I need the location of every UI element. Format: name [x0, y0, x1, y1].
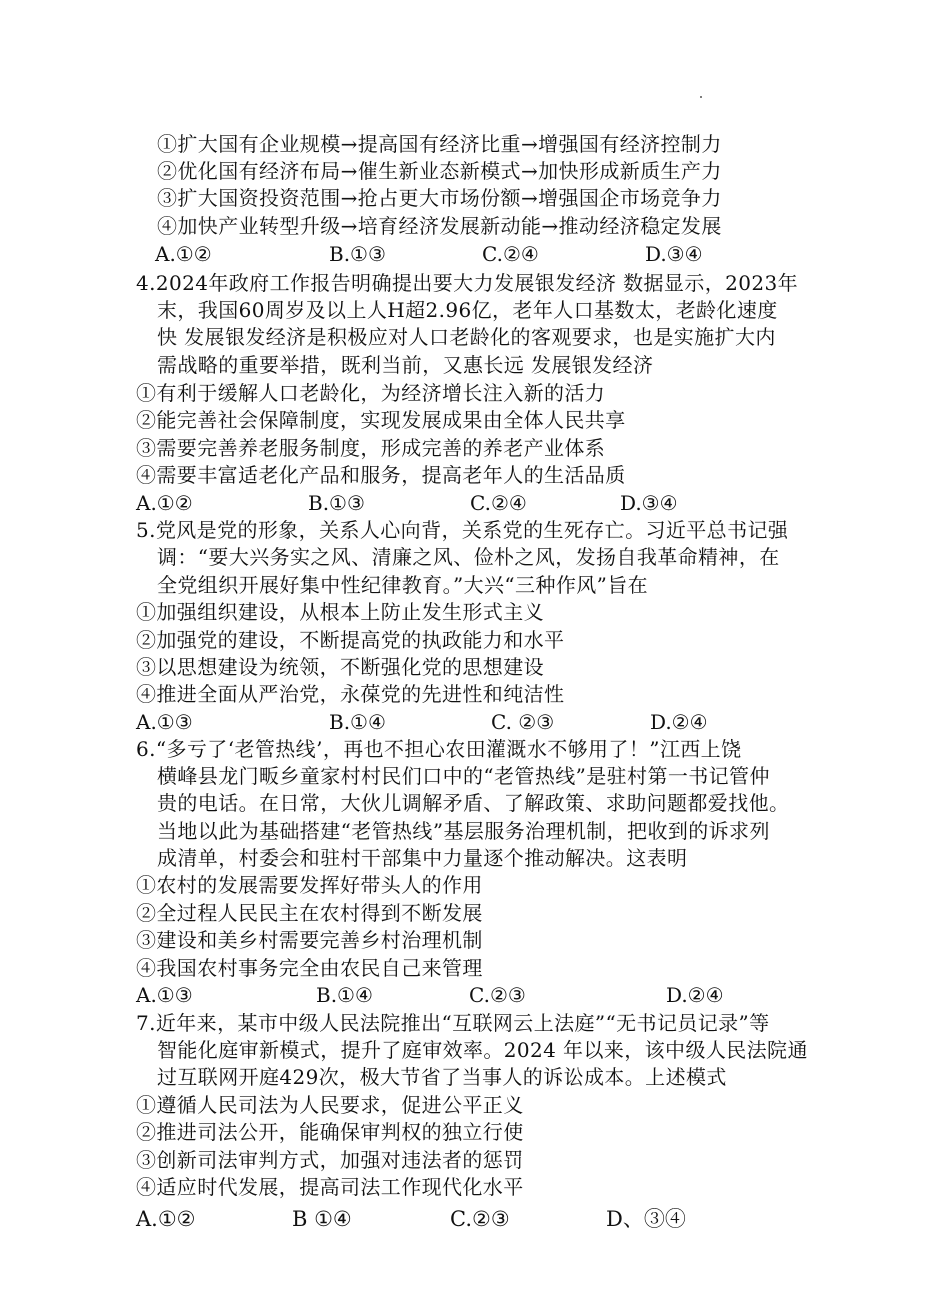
q3-option-a: A.①②	[155, 242, 212, 266]
q7-stem-line-2: 智能化庭审新模式，提升了庭审效率。2024 年以来，该中级人民法院通	[157, 1038, 808, 1062]
q3-options	[155, 241, 715, 267]
q6-item-1: ①农村的发展需要发挥好带头人的作用	[136, 873, 483, 897]
q4-item-2: ②能完善社会保障制度，实现发展成果由全体人民共享	[136, 408, 626, 432]
q7-option-d: D、③④	[606, 1207, 686, 1231]
q5-item-3: ③以思想建设为统领，不断强化党的思想建设	[136, 655, 544, 679]
q4-stem-line-1: 4.2024年政府工作报告明确提出要大力发展银发经济 数据显示，2023年	[136, 271, 799, 295]
q3-option-d: D.③④	[645, 242, 703, 266]
q6-option-a: A.①③	[136, 983, 193, 1007]
q3-item-1: ①扩大国有企业规模→提高国有经济比重→增强国有经济控制力	[157, 132, 722, 156]
q5-option-b: B.①④	[329, 710, 386, 734]
q3-item-2: ②优化国有经济布局→催生新业态新模式→加快形成新质生产力	[157, 159, 722, 183]
q4-option-d: D.③④	[620, 491, 678, 515]
q7-option-b: B ①④	[292, 1207, 352, 1231]
q6-item-3: ③建设和美乡村需要完善乡村治理机制	[136, 928, 483, 952]
q6-option-d: D.②④	[666, 983, 724, 1007]
q5-stem-line-3: 全党组织开展好集中性纪律教育。”大兴“三种作风”旨在	[157, 573, 649, 597]
q5-options	[136, 709, 716, 735]
q7-item-2: ②推进司法公开，能确保审判权的独立行使	[136, 1120, 524, 1144]
q6-stem-line-4: 当地以此为基础搭建“老管热线”基层服务治理机制，把收到的诉求列	[157, 819, 770, 843]
q6-stem-line-3: 贵的电话。在日常，大伙儿调解矛盾、了解政策、求助问题都爱找他。	[157, 791, 790, 815]
q3-item-3: ③扩大国资投资范围→抢占更大市场份额→增强国企市场竞争力	[157, 186, 722, 210]
q4-item-1: ①有利于缓解人口老龄化，为经济增长注入新的活力	[136, 381, 606, 405]
q4-option-c: C.②④	[470, 491, 527, 515]
q5-item-1: ①加强组织建设，从根本上防止发生形式主义	[136, 600, 544, 624]
q7-options	[136, 1206, 716, 1232]
q3-option-c: C.②④	[482, 242, 539, 266]
q6-stem-line-5: 成清单，村委会和驻村干部集中力量逐个推动解决。这表明	[157, 846, 688, 870]
q4-item-3: ③需要完善养老服务制度，形成完善的养老产业体系	[136, 436, 606, 460]
q5-option-a: A.①③	[136, 710, 193, 734]
q4-option-b: B.①③	[308, 491, 365, 515]
q4-option-a: A.①②	[136, 491, 193, 515]
q4-item-4: ④需要丰富适老化产品和服务，提高老年人的生活品质	[136, 463, 626, 487]
q7-stem-line-1: 7.近年来，某市中级人民法院推出“互联网云上法庭”“无书记员记录”等	[136, 1011, 770, 1035]
scan-speck	[700, 96, 702, 98]
q7-item-4: ④适应时代发展，提高司法工作现代化水平	[136, 1175, 524, 1199]
q5-option-d: D.②④	[650, 710, 708, 734]
q6-option-c: C.②③	[469, 983, 526, 1007]
q4-stem-line-2: 末，我国60周岁及以上人H超2.96亿，老年人口基数太，老龄化速度	[157, 298, 778, 322]
q6-option-b: B.①④	[316, 983, 373, 1007]
q7-item-1: ①遵循人民司法为人民要求，促进公平正义	[136, 1093, 524, 1117]
q5-item-4: ④推进全面从严治党，永葆党的先进性和纯洁性	[136, 682, 565, 706]
q6-item-2: ②全过程人民民主在农村得到不断发展	[136, 901, 483, 925]
q7-stem-line-3: 过互联网开庭429次，极大节省了当事人的诉讼成本。上述模式	[157, 1065, 727, 1089]
q5-item-2: ②加强党的建设，不断提高党的执政能力和水平	[136, 628, 565, 652]
q5-option-c: C. ②③	[491, 710, 555, 734]
q4-options	[136, 490, 696, 516]
q4-stem-line-3: 快 发展银发经济是积极应对人口老龄化的客观要求，也是实施扩大内	[157, 325, 776, 349]
q5-stem-line-2: 调：“要大兴务实之风、清廉之风、俭朴之风，发扬自我革命精神，在	[157, 545, 780, 569]
q3-item-4: ④加快产业转型升级→培育经济发展新动能→推动经济稳定发展	[157, 214, 722, 238]
q3-option-b: B.①③	[329, 242, 386, 266]
q6-options	[136, 982, 736, 1008]
q7-option-a: A.①②	[136, 1207, 196, 1231]
q7-item-3: ③创新司法审判方式，加强对违法者的惩罚	[136, 1148, 524, 1172]
q4-stem-line-4: 需战略的重要举措，既利当前，又惠长远 发展银发经济	[157, 353, 654, 377]
q6-stem-line-2: 横峰县龙门畈乡童家村村民们口中的“老管热线”是驻村第一书记管仲	[157, 764, 770, 788]
q6-item-4: ④我国农村事务完全由农民自己来管理	[136, 956, 483, 980]
q5-stem-line-1: 5.党风是党的形象，关系人心向背，关系党的生死存亡。习近平总书记强	[136, 518, 789, 542]
q7-option-c: C.②③	[450, 1207, 510, 1231]
q6-stem-line-1: 6.“多亏了‘老管热线’，再也不担心农田灌溉水不够用了！”江西上饶	[136, 737, 742, 761]
